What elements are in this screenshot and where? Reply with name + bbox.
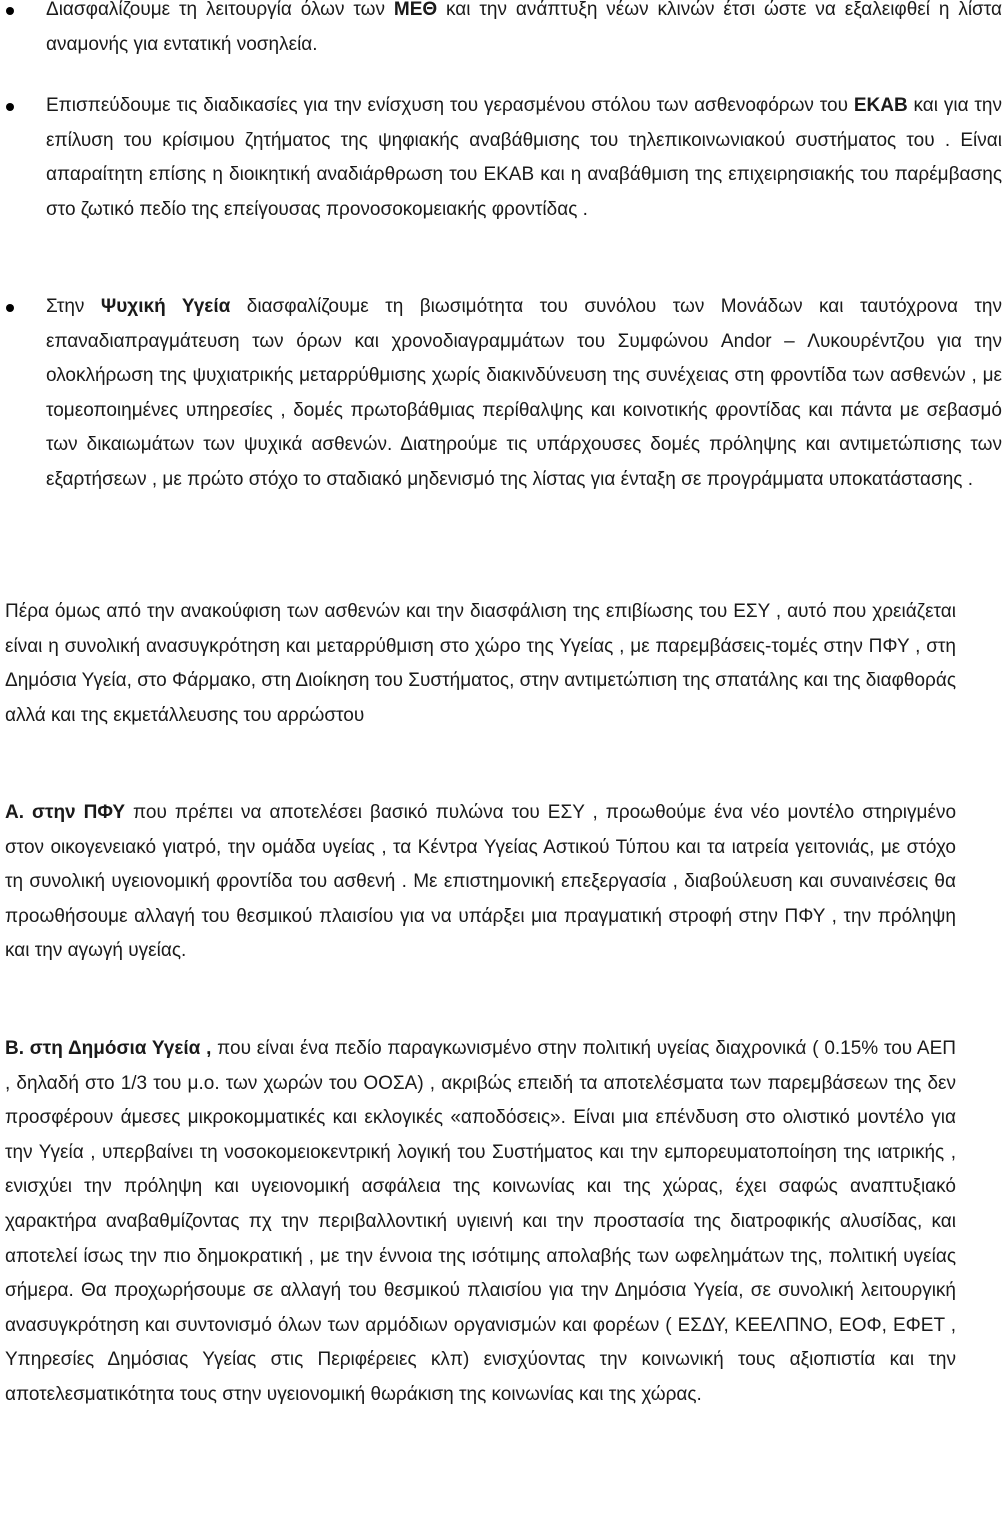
bullet-bold-term: Ψυχική Υγεία xyxy=(100,296,231,317)
bullet-text: και την ανάπτυξη νέων κλινών έτσι ώστε να εξαλειφθεί η λίστα αναμονής για εντατική νοσηλεία. xyxy=(46,0,1002,55)
section-a-text: που πρέπει να αποτελέσει βασικό πυλώνα του ΕΣΥ , προωθούμε ένα νέο μοντέλο στηριγμένο στον οικογενειακό γιατρό, την ομάδα υγείας , τα Κέντρα Υγείας Αστικού Τύπου και τα ιατρεία γειτονιάς, με στόχο τη συνολική υγειονομική φροντίδα του ασθενή . Με επιστημονική επεξεργασία , διαβούλευση και συναινέσεις θα προωθήσουμε αλλαγή του θεσμικού πλαισίου για να υπάρξει μια πραγματική στροφή στην ΠΦΥ , την πρόληψη και την αγωγή υγείας. xyxy=(5,802,957,962)
section-b-text: που είναι ένα πεδίο παραγκωνισμένο στην πολιτική υγείας διαχρονικά ( 0.15% του ΑΕΠ , δηλαδή στο 1/3 του μ.ο. των χωρών του ΟΟΣΑ) , ακριβώς επειδή τα αποτελέσματα των παρεμβάσεων της δεν προσφέρουν άμεσες μικροκομματικές και εκλογικές «αποδόσεις». Είναι μια επένδυση στο ολιστικό μοντέλο για την Υγεία , υπερβαίνει τη νοσοκομειοκεντρική λογική του Συστήματος και την εμπορευματοποίηση της ιατρικής , ενισχύει την πρόληψη και υγειονομική ασφάλεια της κοινωνίας και της χώρας, έχει σαφώς αναπτυξιακό χαρακτήρα αναβαθμίζοντας πχ την περιβαλλοντική υγιεινή και την προστασία της διατροφικής αλυσίδας, και αποτελεί ίσως την πιο δημοκρατική , με την έννοια της ισότιμης απολαβής των ωφελημάτων της, πολιτική υγείας σήμερα. Θα προχωρήσουμε σε αλλαγή του θεσμικού πλαισίου για την Δημόσια Υγεία, σε συνολική λειτουργική ανασυγκρότηση και συντονισμό όλων των αρμόδιων οργανισμών και φορέων ( ΕΣΔΥ, ΚΕΕΛΠΝΟ, ΕΟΦ, ΕΦΕΤ , Υπηρεσίες Δημόσιας Υγείας στις Περιφέρειες κλπ) ενισχύοντας την κοινωνική τους αξιοπιστία και την αποτελεσματικότητα τους στην υγειονομική θωράκιση της κοινωνίας και της χώρας. xyxy=(5,1038,956,1405)
bullet-item-mental-health xyxy=(0,290,1002,498)
bullet-text: διασφαλίζουμε τη βιωσιμότητα του συνόλου των Μονάδων και ταυτόχρονα την επαναδιαπραγμάτευση των όρων και χρονοδιαγραμμάτων του Συμφώνου Andor – Λυκουρέντζου για την ολοκλήρωση της ψυχιατρικής μεταρρύθμισης χωρίς διακινδύνευση της συνέχειας στη φροντίδα των ασθενών , με τομεοποιημένες υπηρεσίες , δομές πρωτοβάθμιας περίθαλψης και κοινοτικής φροντίδας και πάντα με σεβασμό των δικαιωμάτων των ψυχικά ασθενών. Διατηρούμε τις υπάρχουσες δομές πρόληψης και αντιμετώπισης των εξαρτήσεων , με πρώτο στόχο το σταδιακό μηδενισμό της λίστας για ένταξη σε προγράμματα υποκατάστασης . xyxy=(46,296,1002,490)
section-b-heading: Β. στη Δημόσια Υγεία , xyxy=(5,1038,212,1059)
bullet-icon xyxy=(6,304,14,312)
bullet-item-ekab xyxy=(0,89,1002,227)
bullet-text: Επισπεύδουμε τις διαδικασίες για την ενίσχυση του γερασμένου στόλου των ασθενοφόρων του xyxy=(46,95,854,116)
bullet-text: και για την επίλυση του κρίσιμου ζητήματος της ψηφιακής αναβάθμισης του τηλεπικοινωνιακού συστήματος του . Είναι απαραίτητη επίσης η διοικητική αναδιάρθρωση του ΕΚΑΒ και η αναβάθμιση της επιχειρησιακής του παρέμβασης στο ζωτικό πεδίο της επείγουσας προνοσοκομειακής φροντίδας . xyxy=(46,95,1002,220)
bullet-item-icu xyxy=(0,0,1002,62)
section-a-paragraph xyxy=(0,796,960,969)
bullet-icon xyxy=(6,103,14,111)
bullet-bold-term: ΕΚΑΒ xyxy=(853,95,908,116)
intro-paragraph: Πέρα όμως από την ανακούφιση των ασθενών και την διασφάλιση της επιβίωσης του ΕΣΥ , αυτό που χρειάζεται είναι η συνολική ανασυγκρότηση και μεταρρύθμιση στο χώρο της Υγείας , με παρεμβάσεις-τομές στην ΠΦΥ , στη Δημόσια Υγεία, στο Φάρμακο, στη Διοίκηση του Συστήματος, στην αντιμετώπιση της σπατάλης και της διαφθοράς αλλά και της εκμετάλλευσης του αρρώστου xyxy=(5,601,956,726)
bullet-bold-term: ΜΕΘ xyxy=(393,0,438,20)
section-b-paragraph xyxy=(0,1032,960,1413)
bullet-text: Στην xyxy=(46,296,101,317)
bullet-text: Διασφαλίζουμε τη λειτουργία όλων των xyxy=(46,0,394,20)
section-a-heading: Α. στην ΠΦΥ xyxy=(5,802,126,823)
bullet-icon xyxy=(6,7,14,15)
